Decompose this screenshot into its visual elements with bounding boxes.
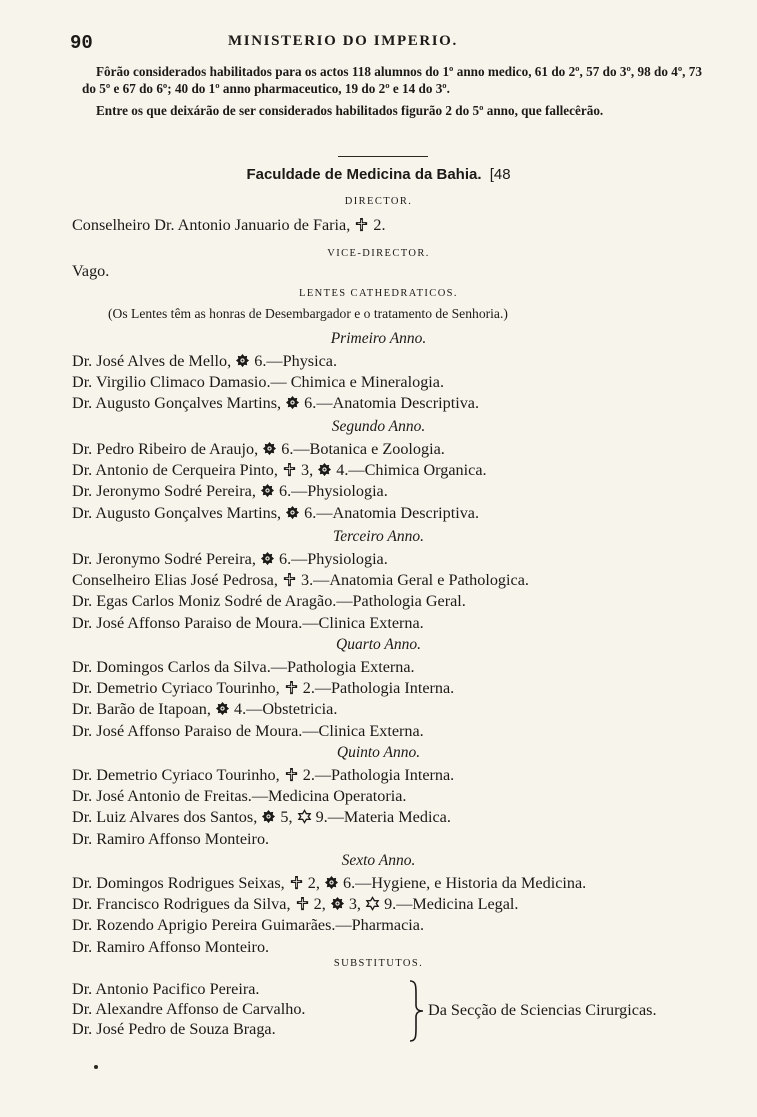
cross-order-icon bbox=[289, 875, 304, 890]
lente-subject: — Chimica e Mineralogia. bbox=[270, 373, 445, 392]
lente-name: Dr. Ramiro Affonso Monteiro. bbox=[72, 829, 270, 848]
lente-subject: —Materia Medica. bbox=[327, 808, 451, 827]
faculty-number: [48 bbox=[489, 166, 511, 183]
lente-name: Dr. José Affonso Paraiso de Moura. bbox=[72, 613, 303, 632]
cross-order-icon bbox=[282, 572, 297, 587]
lente-subject: —Pathologia Externa. bbox=[270, 658, 415, 676]
year-heading: Primeiro Anno. bbox=[330, 330, 427, 347]
faculty-name: Faculdade de Medicina da Bahia. bbox=[246, 166, 482, 183]
lente-subject: —Medicina Operatoria. bbox=[251, 787, 407, 806]
lente-subject: —Medicina Legal. bbox=[396, 895, 519, 914]
lente-name: Dr. Domingos Rodrigues Seixas, bbox=[72, 874, 285, 892]
lente-subject: —Anatomia Descriptiva. bbox=[316, 394, 480, 413]
lente-name: Dr. Demetrio Cyriaco Tourinho, bbox=[72, 766, 280, 784]
order-value: 6. bbox=[278, 550, 292, 568]
rose-order-icon bbox=[324, 875, 339, 890]
lente-subject: —Physiologia. bbox=[291, 550, 388, 568]
lente-subject: —Anatomia Descriptiva. bbox=[316, 503, 480, 522]
director-heading: DIRECTOR. bbox=[344, 196, 413, 207]
cross-order-icon bbox=[354, 217, 369, 232]
rose-order-icon bbox=[285, 505, 300, 520]
vice-director-line: Vago. bbox=[72, 262, 110, 280]
rose-order-icon bbox=[317, 462, 332, 477]
lente-name: Dr. Luiz Alvares dos Santos, bbox=[72, 808, 258, 827]
order-value: 2, bbox=[307, 874, 320, 892]
lente-name: Dr. José Antonio de Freitas. bbox=[72, 787, 252, 806]
order-value: 4. bbox=[233, 700, 247, 719]
lente-entry bbox=[72, 592, 466, 611]
lente-subject: —Anatomia Geral e Pathologica. bbox=[313, 571, 529, 590]
lente-name: Dr. José Affonso Paraiso de Moura. bbox=[72, 721, 303, 740]
lente-name: Dr. Rozendo Aprigio Pereira Guimarães. bbox=[72, 916, 336, 935]
rose-order-icon bbox=[235, 353, 250, 368]
lente-subject: —Clinica Externa. bbox=[302, 721, 424, 740]
rose-order-icon bbox=[261, 809, 276, 824]
lente-entry bbox=[72, 808, 451, 827]
ink-dot bbox=[94, 1065, 98, 1069]
order-value: 3, bbox=[348, 895, 361, 914]
lente-name: Dr. Ramiro Affonso Monteiro. bbox=[72, 937, 270, 956]
intro-paragraph-1: Fôrão considerados habilitados para os actos 118 alumnos do 1º anno medico, 61 do 2º, 57 do 3º, 98 do 4º, 73 do 5º e 67 do 6º; 40 do 1º anno pharmaceutico, 19 do 2º e 14 do 3º. bbox=[82, 64, 702, 96]
order-value: 3. bbox=[301, 571, 314, 590]
lente-entry bbox=[72, 482, 388, 501]
lente-subject: —Pathologia Interna. bbox=[314, 679, 455, 698]
substitute-1: Dr. Antonio Pacifico Pereira. bbox=[72, 980, 260, 998]
lente-entry bbox=[72, 722, 424, 741]
order-value: 2. bbox=[302, 679, 315, 698]
order-value: 6. bbox=[254, 352, 267, 370]
lente-name: Dr. Domingos Carlos da Silva. bbox=[72, 658, 271, 676]
order-value: 6. bbox=[304, 394, 317, 413]
rose-order-icon bbox=[215, 701, 230, 716]
page-number: 90 bbox=[70, 32, 93, 54]
order-value: 2, bbox=[313, 895, 326, 914]
star-order-icon bbox=[365, 896, 380, 911]
order-value: 6. bbox=[343, 874, 356, 892]
lente-name: Dr. Demetrio Cyriaco Tourinho, bbox=[72, 679, 280, 698]
order-value: 6. bbox=[278, 482, 292, 501]
rose-order-icon bbox=[262, 441, 277, 456]
order-value: 4. bbox=[336, 461, 349, 480]
lente-name: Dr. Jeronymo Sodré Pereira, bbox=[72, 550, 256, 568]
lente-entry bbox=[72, 679, 454, 698]
lente-entry bbox=[72, 700, 337, 719]
lente-entry bbox=[72, 895, 518, 914]
lente-entry bbox=[72, 874, 586, 893]
lente-subject: —Pathologia Interna. bbox=[314, 766, 455, 784]
year-heading: Segundo Anno. bbox=[331, 418, 426, 435]
lente-subject: —Pharmacia. bbox=[335, 916, 424, 935]
lente-subject: —Clinica Externa. bbox=[302, 613, 424, 632]
star-order-icon bbox=[297, 809, 312, 824]
lente-subject: —Chimica Organica. bbox=[348, 461, 487, 480]
lente-entry bbox=[72, 373, 444, 392]
lente-name: Dr. José Alves de Mello, bbox=[72, 352, 232, 370]
substitute-2: Dr. Alexandre Affonso de Carvalho. bbox=[72, 1000, 306, 1018]
vice-director-heading: VICE-DIRECTOR. bbox=[327, 248, 430, 259]
lente-subject: —Botanica e Zoologia. bbox=[293, 440, 445, 458]
cross-order-icon bbox=[284, 767, 299, 782]
substitutos-heading: SUBSTITUTOS. bbox=[333, 958, 424, 969]
lente-name: Dr. Antonio de Cerqueira Pinto, bbox=[72, 461, 278, 480]
lente-name: Dr. Augusto Gonçalves Martins, bbox=[72, 394, 282, 413]
lente-entry bbox=[72, 787, 406, 806]
order-value: 3, bbox=[301, 461, 314, 480]
lente-entry bbox=[72, 614, 424, 633]
lente-entry bbox=[72, 504, 479, 523]
order-value: 5, bbox=[280, 808, 293, 827]
substitute-3: Dr. José Pedro de Souza Braga. bbox=[72, 1020, 276, 1038]
year-heading: Quinto Anno. bbox=[336, 744, 421, 761]
order-value: 9. bbox=[315, 808, 328, 827]
lente-entry bbox=[72, 571, 529, 590]
rose-order-icon bbox=[260, 551, 275, 566]
order-value: 6. bbox=[281, 440, 294, 458]
cross-order-icon bbox=[282, 462, 297, 477]
lente-subject: —Pathologia Geral. bbox=[336, 592, 466, 611]
lente-name: Dr. Augusto Gonçalves Martins, bbox=[72, 503, 282, 522]
rose-order-icon bbox=[330, 896, 345, 911]
director-name: Conselheiro Dr. Antonio Januario de Faria, bbox=[72, 216, 351, 234]
lente-subject: —Physiologia. bbox=[291, 482, 388, 501]
lente-entry bbox=[72, 938, 269, 957]
cross-order-icon bbox=[284, 680, 299, 695]
lente-entry bbox=[72, 440, 445, 459]
lente-entry bbox=[72, 550, 388, 569]
brace-icon bbox=[408, 980, 426, 1042]
lente-name: Dr. Pedro Ribeiro de Araujo, bbox=[72, 440, 259, 458]
director-order-value: 2. bbox=[373, 216, 386, 234]
lente-name: Dr. Egas Carlos Moniz Sodré de Aragão. bbox=[72, 592, 337, 611]
cross-order-icon bbox=[295, 896, 310, 911]
rose-order-icon bbox=[285, 395, 300, 410]
lente-entry bbox=[72, 916, 424, 935]
year-heading: Terceiro Anno. bbox=[333, 528, 424, 545]
lente-name: Dr. Francisco Rodrigues da Silva, bbox=[72, 895, 291, 914]
order-value: 6. bbox=[304, 503, 317, 522]
lente-entry bbox=[72, 658, 415, 677]
lente-name: Conselheiro Elias José Pedrosa, bbox=[72, 571, 278, 590]
lente-subject: —Hygiene, e Historia da Medicina. bbox=[355, 874, 587, 892]
lente-entry bbox=[72, 394, 479, 413]
lente-subject: —Physica. bbox=[266, 352, 337, 370]
intro-paragraphs bbox=[82, 64, 702, 120]
lente-entry bbox=[72, 461, 487, 480]
lente-name: Dr. Jeronymo Sodré Pereira, bbox=[72, 482, 256, 501]
lentes-heading: LENTES CATHEDRATICOS. bbox=[299, 288, 458, 299]
year-heading: Sexto Anno. bbox=[341, 852, 416, 869]
director-line bbox=[72, 216, 386, 235]
running-head: MINISTERIO DO IMPERIO. bbox=[228, 33, 458, 49]
rose-order-icon bbox=[260, 483, 275, 498]
intro-paragraph-2: Entre os que deixárão de ser considerados habilitados figurão 2 do 5º anno, que fallecêrão. bbox=[96, 103, 604, 118]
order-value: 9. bbox=[384, 895, 397, 914]
lente-entry bbox=[72, 352, 337, 371]
order-value: 2. bbox=[302, 766, 315, 784]
lente-name: Dr. Barão de Itapoan, bbox=[72, 700, 211, 719]
section-divider bbox=[338, 156, 428, 157]
lente-entry bbox=[72, 830, 269, 849]
faculty-title bbox=[0, 166, 757, 183]
page-header bbox=[70, 32, 710, 54]
substitutos-section: Da Secção de Sciencias Cirurgicas. bbox=[428, 1001, 657, 1019]
lentes-note: (Os Lentes têm as honras de Desembargador e o tratamento de Senhoria.) bbox=[108, 306, 508, 321]
lente-subject: —Obstetricia. bbox=[246, 700, 338, 719]
year-heading: Quarto Anno. bbox=[336, 636, 421, 653]
lente-entry bbox=[72, 766, 454, 785]
lente-name: Dr. Virgilio Climaco Damasio. bbox=[72, 373, 271, 392]
